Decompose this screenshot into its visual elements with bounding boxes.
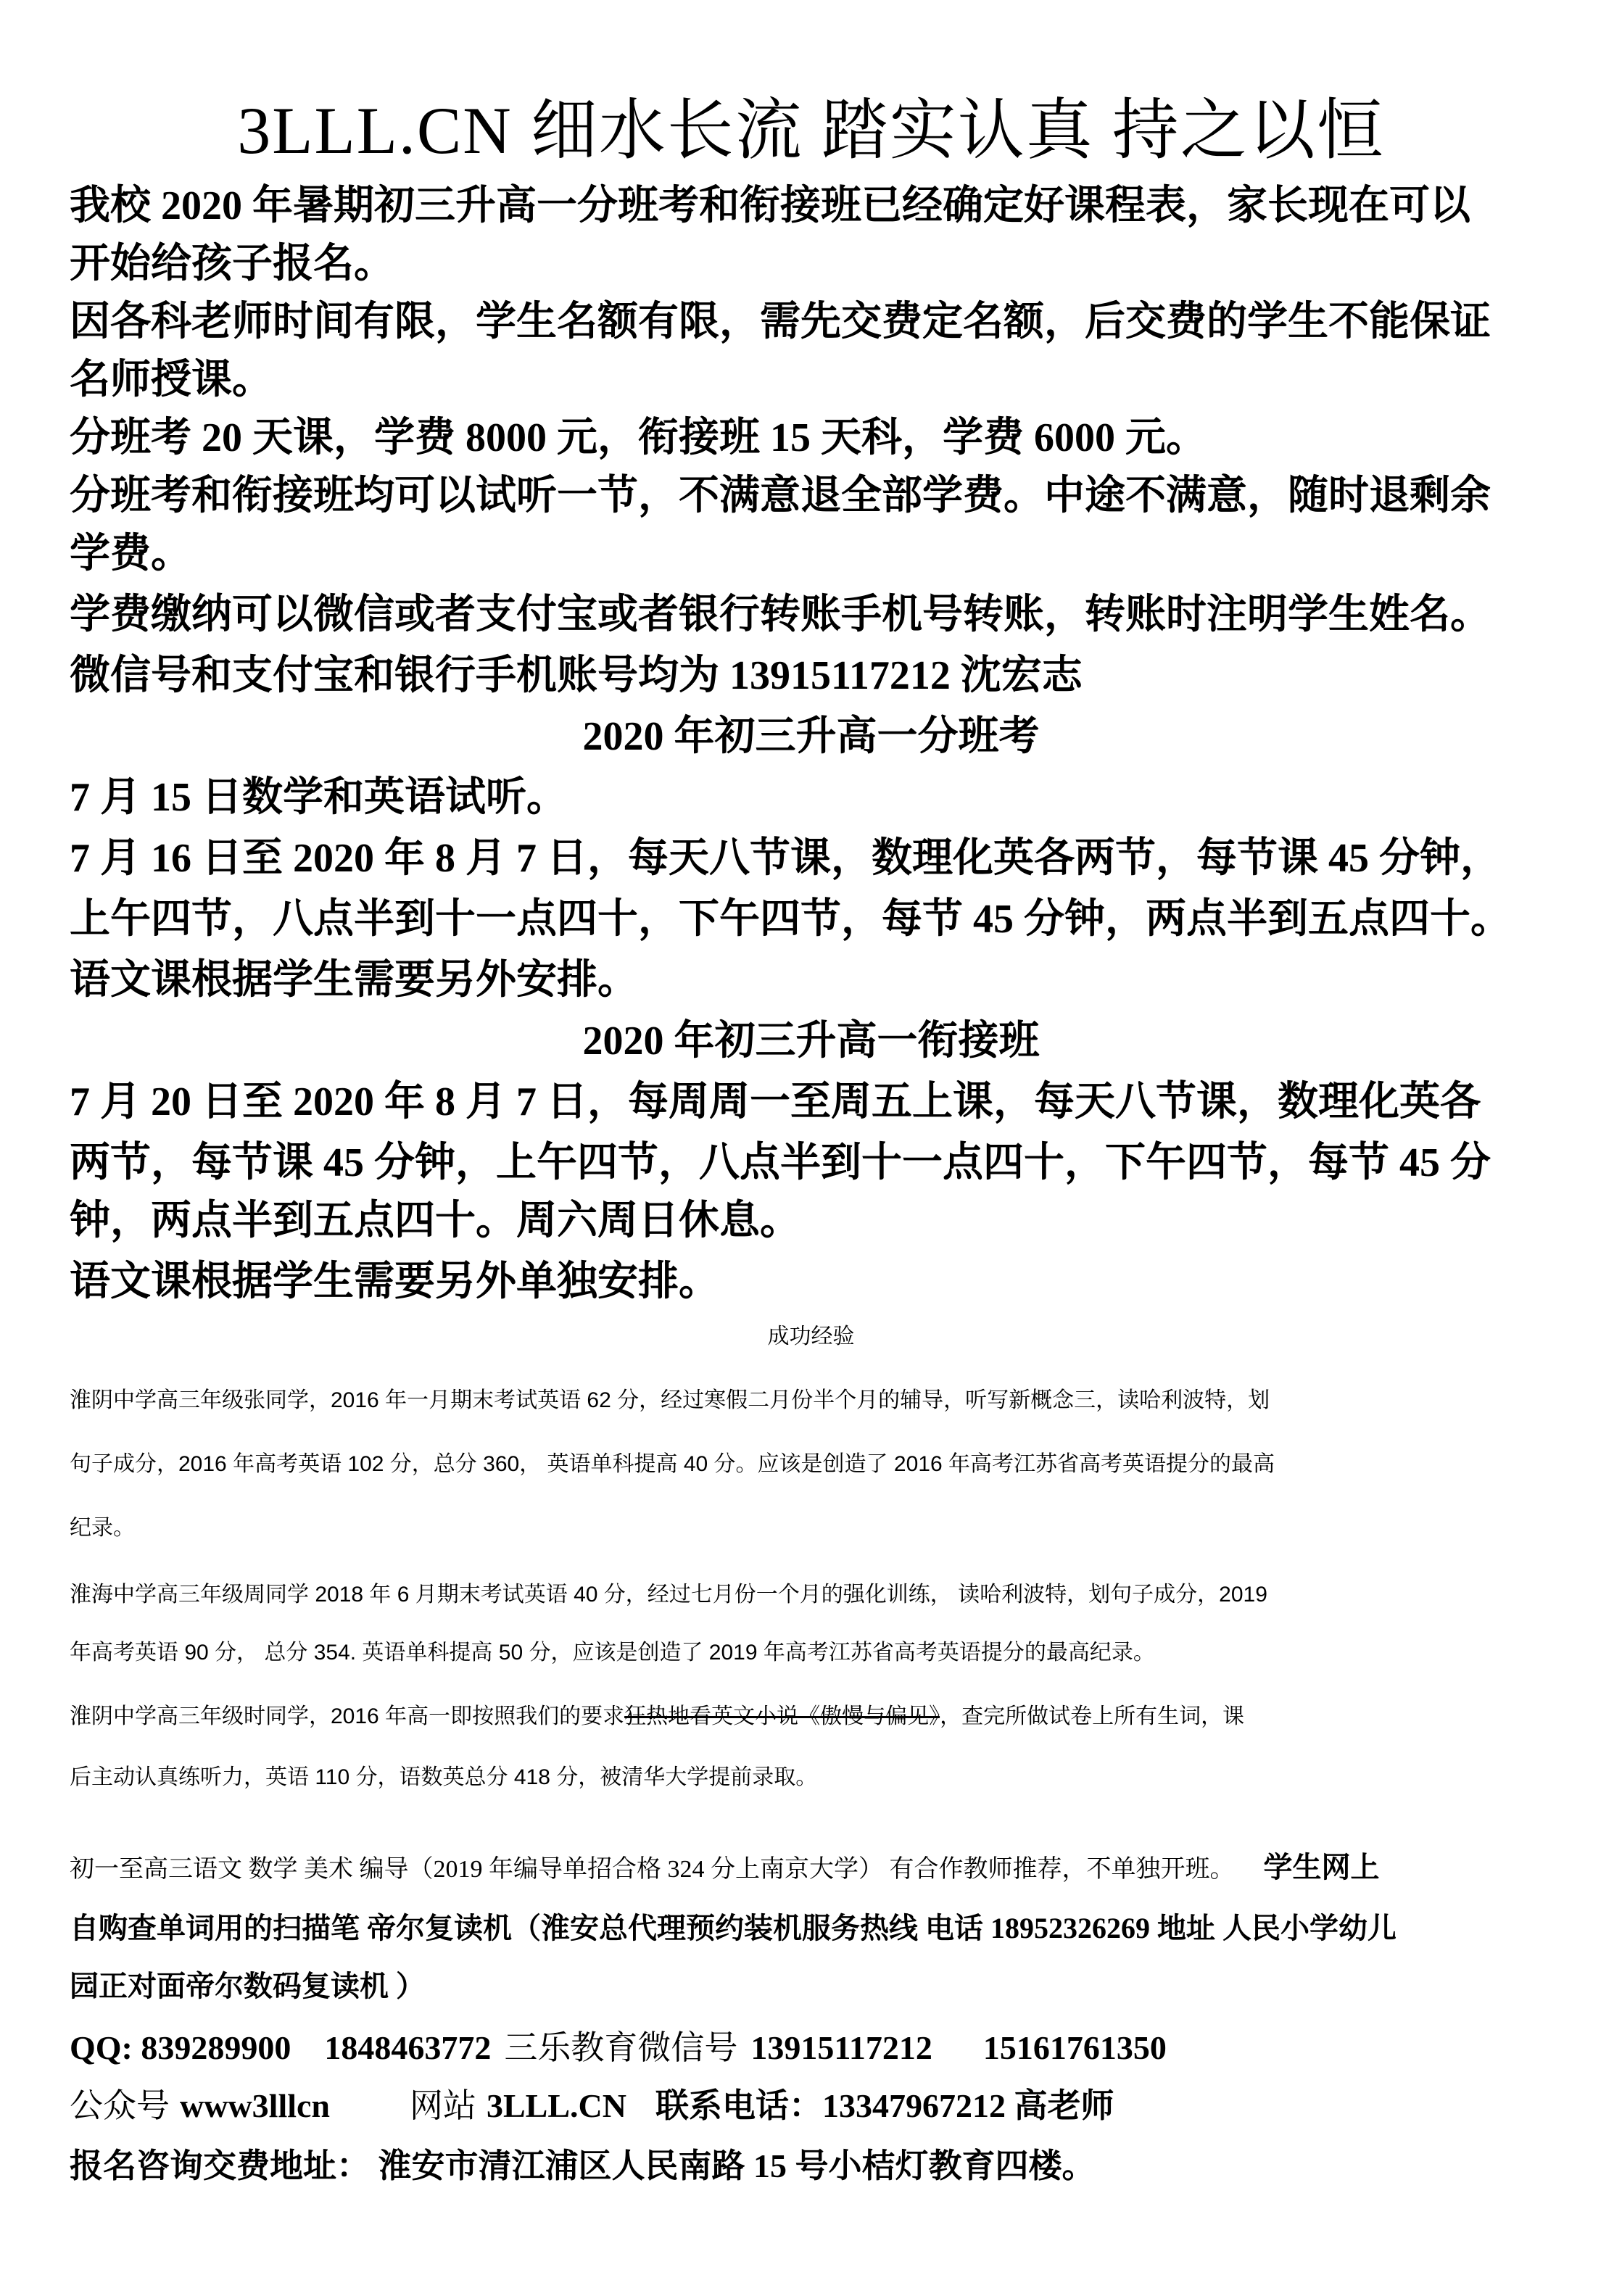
section-line: 两节，每节课 45 分钟，上午四节，八点半到十一点四十，下午四节，每节 45 分 (70, 1140, 1491, 1185)
misc-line: 园正对面帝尔数码复读机 ） (70, 1970, 425, 2002)
text: 淮阴中学高三年级时同学，2016 年高一即按照我们的要求 (70, 1704, 625, 1728)
section-line: 7 月 20 日至 2020 年 8 月 7 日，每周周一至周五上课，每天八节课，数理化英各 (70, 1079, 1481, 1124)
intro-line: 分班考 20 天课，学费 8000 元，衔接班 15 天科，学费 6000 元。 (70, 415, 1207, 460)
section-heading: 2020 年初三升高一分班考 (582, 714, 1040, 759)
site-url: 3LLL.CN (487, 2087, 626, 2124)
section-line: 7 月 16 日至 2020 年 8 月 7 日，每天八节课，数理化英各两节，每节课 45 分钟， (70, 836, 1501, 881)
gzh-id: www3lllcn (180, 2087, 330, 2124)
success-line: 后主动认真练听力，英语 110 分，语数英总分 418 分，被清华大学提前录取。 (70, 1765, 818, 1789)
intro-line: 学费缴纳可以微信或者支付宝或者银行转账手机号转账，转账时注明学生姓名。 (70, 592, 1491, 637)
site-label: 网站 (410, 2087, 476, 2124)
intro-line: 因各科老师时间有限，学生名额有限，需先交费定名额，后交费的学生不能保证 (70, 299, 1491, 344)
section-line: 上午四节，八点半到十一点四十，下午四节，每节 45 分钟，两点半到五点四十。 (70, 897, 1511, 942)
text: ，查完所做试卷上所有生词，课 (940, 1704, 1245, 1728)
page-title: 3LLL.CN 细水长流 踏实认真 持之以恒 (237, 94, 1385, 167)
intro-line: 名师授课。 (70, 357, 273, 402)
intro-line: 微信号和支付宝和银行手机账号均为 13915117212 沈宏志 (70, 653, 1083, 698)
intro-line: 分班考和衔接班均可以试听一节，不满意退全部学费。中途不满意，随时退剩余 (70, 473, 1491, 518)
qq-number: QQ: 839289900 (70, 2029, 291, 2066)
misc-line: 自购查单词用的扫描笔 帝尔复读机（淮安总代理预约装机服务热线 电话 18952326269 地址 人民小学幼儿 (70, 1912, 1397, 1944)
text: 学生网上 (1263, 1851, 1380, 1883)
success-line: 淮海中学高三年级周同学 2018 年 6 月期末考试英语 40 分，经过七月份一个月的强化训练， 读哈利波特，划句子成分，2019 (70, 1583, 1267, 1607)
misc-line (70, 1852, 1380, 1886)
intro-line: 我校 2020 年暑期初三升高一分班考和衔接班已经确定好课程表，家长现在可以 (70, 183, 1470, 228)
text: 初一至高三语文 数学 美术 编导（2019 年编导单招合格 324 分上南京大学） 有合作教师推荐，不单独开班。 (70, 1856, 1235, 1883)
phone: 联系电话：13347967212 高老师 (655, 2087, 1114, 2124)
address-line: 报名咨询交费地址： 淮安市清江浦区人民南路 15 号小桔灯教育四楼。 (70, 2147, 1096, 2184)
section-line: 语文课根据学生需要另外安排。 (70, 958, 638, 1003)
success-line: 淮阴中学高三年级张同学，2016 年一月期末考试英语 62 分，经过寒假二月份半个月的辅导，听写新概念三，读哈利波特，划 (70, 1388, 1270, 1412)
qq-number-2: 1848463772 (324, 2029, 492, 2066)
success-line: 句子成分，2016 年高考英语 102 分，总分 360， 英语单科提高 40 分。应该是创造了 2016 年高考江苏省高考英语提分的最高 (70, 1452, 1275, 1476)
success-heading: 成功经验 (767, 1325, 855, 1348)
contact-web-line (70, 2088, 1114, 2124)
success-line (70, 1704, 1244, 1729)
wechat-number: 13915117212 (750, 2029, 932, 2066)
intro-line: 开始给孩子报名。 (70, 241, 394, 286)
struck-text: 狂热地看英文小说《傲慢与偏见》 (624, 1704, 940, 1728)
contact-qq-line (70, 2030, 1167, 2066)
gzh-label: 公众号 (70, 2087, 170, 2124)
section-line: 7 月 15 日数学和英语试听。 (70, 775, 567, 820)
success-line: 纪录。 (70, 1516, 135, 1540)
section-heading: 2020 年初三升高一衔接班 (582, 1019, 1040, 1064)
wechat-label: 三乐教育微信号 (504, 2029, 738, 2066)
section-line: 钟，两点半到五点四十。周六周日休息。 (70, 1198, 800, 1243)
success-line: 年高考英语 90 分， 总分 354. 英语单科提高 50 分，应该是创造了 2019 年高考江苏省高考英语提分的最高纪录。 (70, 1641, 1155, 1665)
section-line: 语文课根据学生需要另外单独安排。 (70, 1259, 719, 1304)
wechat-number-2: 15161761350 (982, 2029, 1167, 2066)
intro-line: 学费。 (70, 531, 191, 576)
